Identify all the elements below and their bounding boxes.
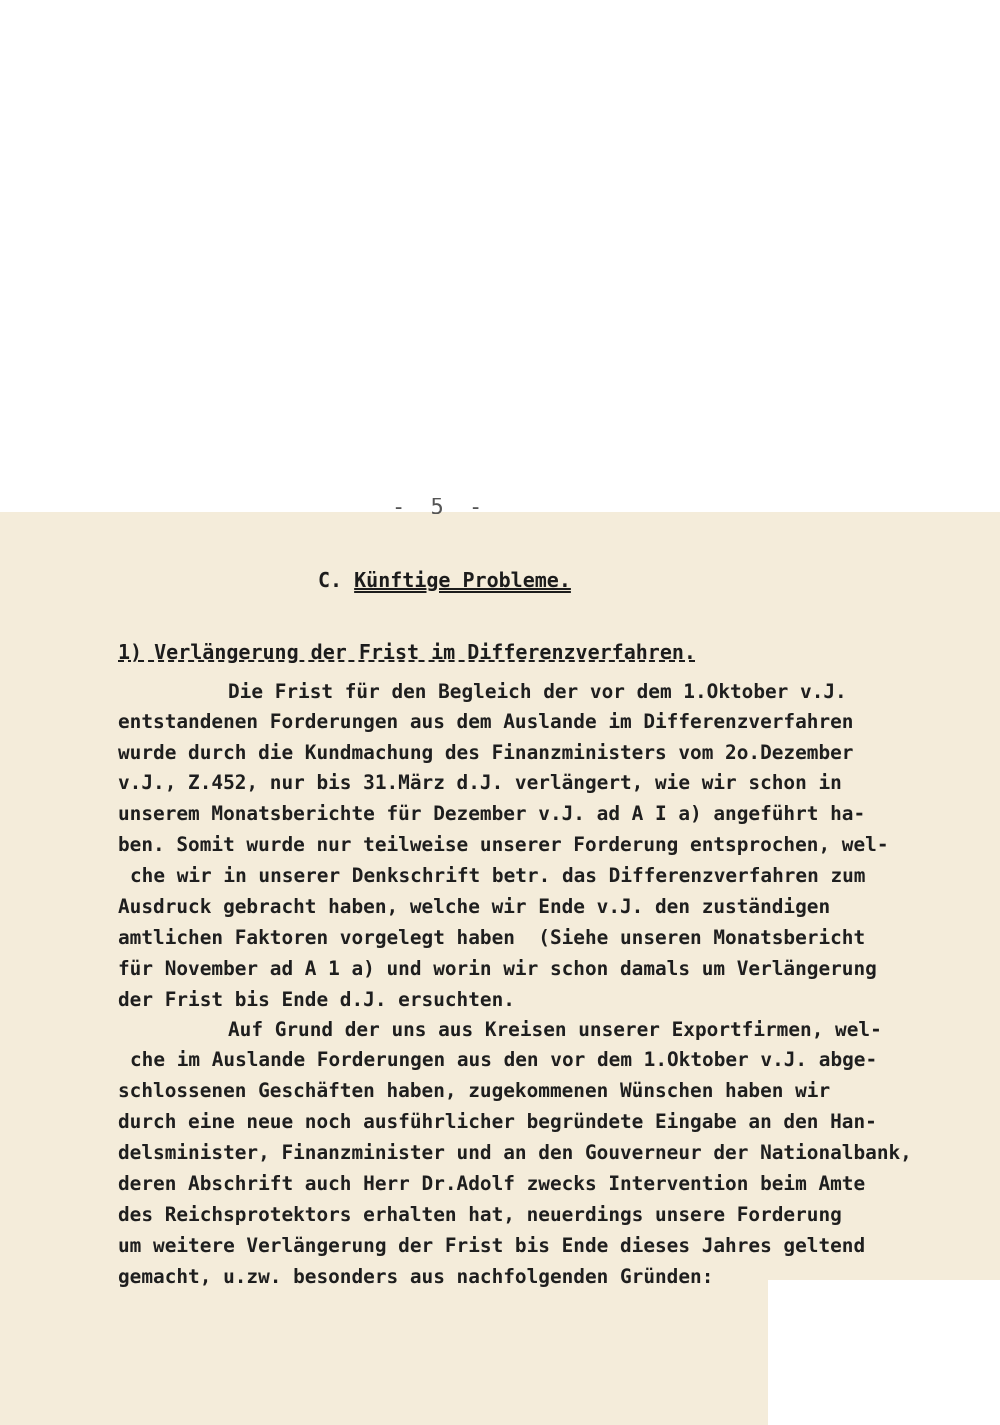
body-line: amtlichen Faktoren vorgelegt haben (Siehe unseren Monatsbericht: [118, 926, 866, 949]
body-line: deren Abschrift auch Herr Dr.Adolf zwecks Intervention beim Amte: [118, 1172, 866, 1195]
body-line: der Frist bis Ende d.J. ersuchten.: [118, 988, 515, 1011]
body-line: wurde durch die Kundmachung des Finanzministers vom 2o.Dezember: [118, 741, 854, 764]
body-line: für November ad A 1 a) und worin wir schon damals um Verlängerung: [118, 957, 877, 980]
body-line: Die Frist für den Begleich der vor dem 1.Oktober v.J.: [228, 680, 847, 703]
body-line: durch eine neue noch ausführlicher begründete Eingabe an den Han-: [118, 1110, 877, 1133]
body-line: che im Auslande Forderungen aus den vor dem 1.Oktober v.J. abge-: [130, 1048, 878, 1071]
section-heading: [318, 568, 571, 592]
subsection-heading: 1) Verlängerung der Frist im Differenzverfahren.: [118, 640, 696, 664]
body-line: Auf Grund der uns aus Kreisen unserer Exportfirmen, wel-: [228, 1018, 882, 1041]
body-line: unserem Monatsberichte für Dezember v.J. ad A I a) angeführt ha-: [118, 802, 866, 825]
body-line: gemacht, u.zw. besonders aus nachfolgenden Gründen:: [118, 1265, 714, 1288]
scan-blank-corner: [768, 1280, 1000, 1425]
page-number: - 5 -: [392, 498, 489, 514]
section-title: Künftige Probleme.: [354, 568, 571, 592]
body-line: Ausdruck gebracht haben, welche wir Ende v.J. den zuständigen: [118, 895, 831, 918]
body-line: schlossenen Geschäften haben, zugekommenen Wünschen haben wir: [118, 1079, 831, 1102]
body-line: ben. Somit wurde nur teilweise unserer Forderung entsprochen, wel-: [118, 833, 889, 856]
body-line: um weitere Verlängerung der Frist bis Ende dieses Jahres geltend: [118, 1234, 866, 1257]
body-line: che wir in unserer Denkschrift betr. das Differenzverfahren zum: [130, 864, 866, 887]
body-line: v.J., Z.452, nur bis 31.März d.J. verlängert, wie wir schon in: [118, 771, 842, 794]
body-line: des Reichsprotektors erhalten hat, neuerdings unsere Forderung: [118, 1203, 842, 1226]
body-line: entstandenen Forderungen aus dem Auslande im Differenzverfahren: [118, 710, 854, 733]
body-line: delsminister, Finanzminister und an den Gouverneur der Nationalbank,: [118, 1141, 912, 1164]
section-label: C.: [318, 568, 343, 592]
